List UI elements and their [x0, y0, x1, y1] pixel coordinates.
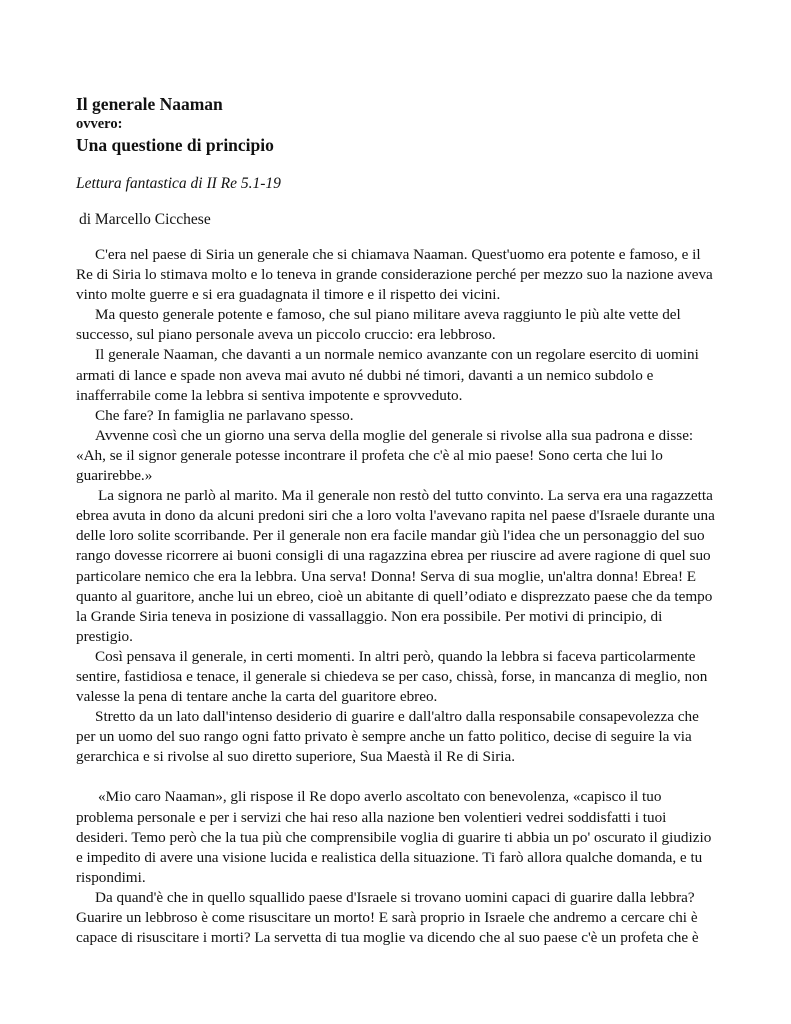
paragraph: C'era nel paese di Siria un generale che si chiamava Naaman. Quest'uomo era potente e famoso, e il Re di Siria lo stimava molto e lo teneva in grande considerazione perché per mezzo suo la nazione aveva vinto molte guerre e si era guadagnata il timore e il rispetto dei vicini.	[76, 246, 713, 304]
document-subtitle: Una questione di principio	[76, 135, 274, 155]
document-title: Il generale Naaman	[76, 94, 223, 114]
author-line: di Marcello Cicchese	[79, 211, 211, 228]
paragraph: Che fare? In famiglia ne parlavano spesso.	[95, 406, 354, 424]
document-body	[76, 245, 716, 948]
title-conjunction: ovvero:	[76, 116, 123, 132]
paragraph: Stretto da un lato dall'intenso desiderio di guarire e dall'altro dalla responsabile consapevolezza che per un uomo del suo rango ogni fatto privato è sempre anche un fatto politico, decise di seguire la via gerarchica e si rivolse al suo diretto superiore, Sua Maestà il Re di Siria.	[76, 708, 699, 766]
paragraph: Da quand'è che in quello squallido paese d'Israele si trovano uomini capaci di guarire dalla lebbra? Guarire un lebbroso è come risuscitare un morto! E sarà proprio in Israele che andremo a cercare chi è capace di risuscitare i morti? La servetta di tua moglie va dicendo che al suo paese c'è un profeta che è	[76, 888, 699, 947]
paragraph: «Mio caro Naaman», gli rispose il Re dopo averlo ascoltato con benevolenza, «capisco il tuo problema personale e per i servizi che hai reso alla nazione ben volentieri vedrei soddisfatti i tuoi desideri. Temo però che la tua più che comprensibile voglia di guarire ti abbia un po' oscurato il giudizio e impedito di avere una visione lucida e realistica della situazione. Ti farò allora qualche domanda, e tu rispondimi.	[76, 788, 712, 886]
paragraph: Così pensava il generale, in certi momenti. In altri però, quando la lebbra si faceva particolarmente sentire, fastidiosa e tenace, il generale si chiedeva se per caso, chissà, forse, in mancanza di meglio, non valesse la pena di tentare anche la carta del guaritore ebreo.	[76, 647, 708, 706]
paragraph: Avvenne così che un giorno una serva della moglie del generale si rivolse alla sua padrona e disse: «Ah, se il signor generale potesse incontrare il profeta che c'è al mio paese! Sono certa che lui lo guarirebbe.»	[76, 426, 694, 485]
paragraph: La signora ne parlò al marito. Ma il generale non restò del tutto convinto. La serva era una ragazzetta ebrea avuta in dono da alcuni predoni siri che a loro volta l'avevano rapita nel paese d'Israele durante una delle loro solite scorribande. Per il generale non era facile mandar giù l'idea che un personaggio del suo rango dovesse ricorrere ai buoni consigli di una ragazzina ebrea per riuscire ad avere ragione di quel suo particolare nemico che era la lebbra. Una serva! Donna! Serva di sua moglie, un'altra donna! Ebrea! E quanto al guaritore, anche lui un ebreo, cioè un abitante di quell’odiato e disprezzato paese che da tempo la Grande Siria teneva in posizione di vassallaggio. Non era possibile. Per motivi di principio, di prestigio.	[76, 487, 715, 645]
document-page	[76, 93, 716, 948]
paragraph: Il generale Naaman, che davanti a un normale nemico avanzante con un regolare esercito di uomini armati di lance e spade non aveva mai avuto né dubbi né timori, davanti a un nemico subdolo e inafferrabile come la lebbra si sentiva impotente e sprovveduto.	[76, 346, 699, 404]
reading-note: Lettura fantastica di II Re 5.1-19	[76, 175, 281, 192]
paragraph: Ma questo generale potente e famoso, che sul piano militare aveva raggiunto le più alte vette del successo, sul piano personale aveva un piccolo cruccio: era lebbroso.	[76, 306, 681, 344]
